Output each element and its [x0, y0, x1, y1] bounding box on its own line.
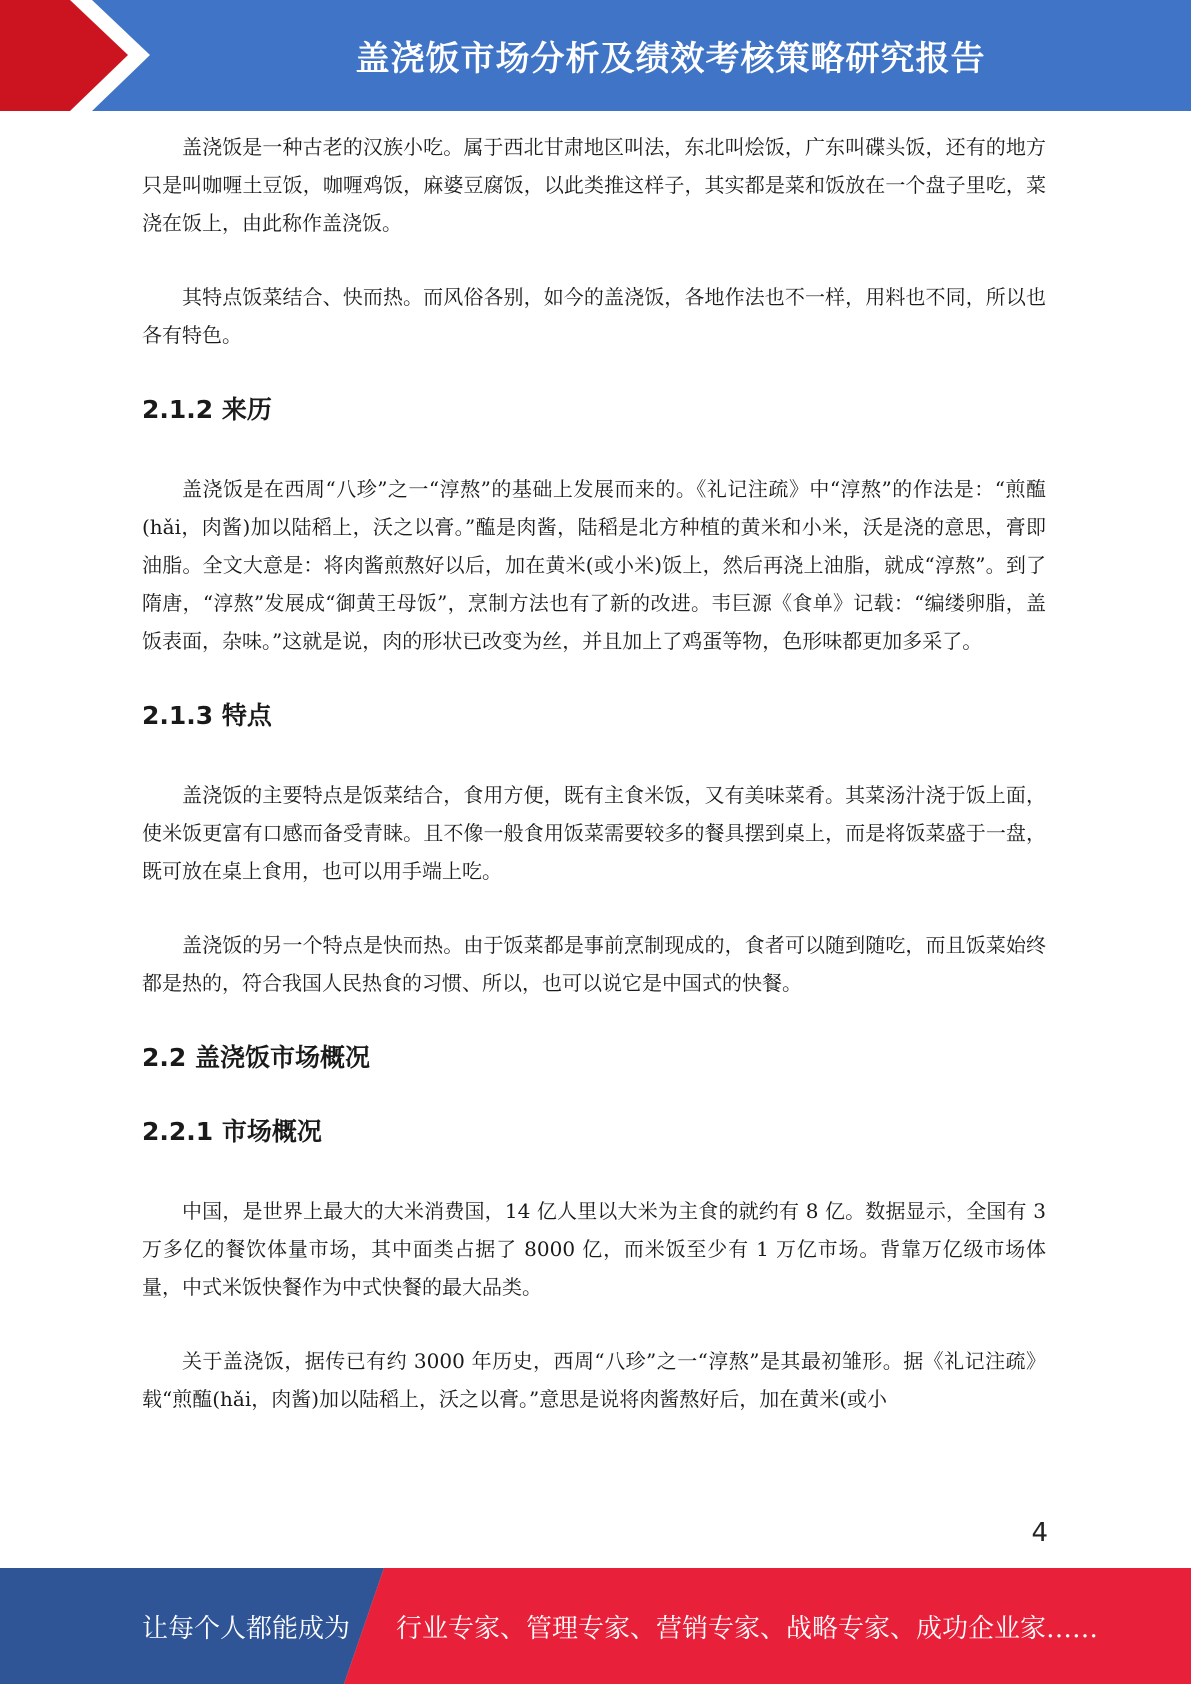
footer-slogan-left: 让每个人都能成为	[142, 1613, 351, 1644]
paragraph: 中国，是世界上最大的大米消费国，14 亿人里以大米为主食的就约有 8 亿。数据显示，全国有 3 万多亿的餐饮体量市场，其中面类占据了 8000 亿，而米饭至少有 1 万亿市场。背靠万亿级市场体量，中式米饭快餐作为中式快餐的最大品类。	[142, 1199, 1046, 1299]
page-footer	[0, 1568, 1191, 1684]
paragraph: 其特点饭菜结合、快而热。而风俗各别，如今的盖浇饭，各地作法也不一样，用料也不同，所以也各有特色。	[142, 285, 1046, 347]
footer-slogan-right: 行业专家、管理专家、营销专家、战略专家、成功企业家……	[396, 1613, 1099, 1644]
section-heading-2-1-3: 2.1.3 特点	[142, 701, 272, 730]
paragraph: 盖浇饭的另一个特点是快而热。由于饭菜都是事前烹制现成的，食者可以随到随吃，而且饭菜始终都是热的，符合我国人民热食的习惯、所以，也可以说它是中国式的快餐。	[142, 933, 1046, 995]
section-heading-2-2-1: 2.2.1 市场概况	[142, 1117, 322, 1146]
section-heading-2-1-2: 2.1.2 来历	[142, 395, 272, 424]
paragraph: 盖浇饭的主要特点是饭菜结合，食用方便，既有主食米饭，又有美味菜肴。其菜汤汁浇于饭上面，使米饭更富有口感而备受青睐。且不像一般食用饭菜需要较多的餐具摆到桌上，而是将饭菜盛于一盘，既可放在桌上食用，也可以用手端上吃。	[142, 783, 1046, 883]
page-header	[0, 0, 1191, 111]
header-title: 盖浇饭市场分析及绩效考核策略研究报告	[355, 39, 986, 79]
section-heading-2-2: 2.2 盖浇饭市场概况	[142, 1043, 370, 1072]
document-body	[142, 128, 1046, 1418]
paragraph: 盖浇饭是在西周“八珍”之一“淳熬”的基础上发展而来的。《礼记注疏》中“淳熬”的作法是：“煎醢(hǎi，肉酱)加以陆稻上，沃之以膏。”醢是肉酱，陆稻是北方种植的黄米和小米，沃是浇的意思，膏即油脂。全文大意是：将肉酱煎熬好以后，加在黄米(或小米)饭上，然后再浇上油脂，就成“淳熬”。到了隋唐，“淳熬”发展成“御黄王母饭”，烹制方法也有了新的改进。韦巨源《食单》记载：“编缕卵脂，盖饭表面，杂味。”这就是说，肉的形状已改变为丝，并且加上了鸡蛋等物，色形味都更加多采了。	[142, 477, 1046, 653]
page-number: 4	[1031, 1518, 1048, 1548]
paragraph: 盖浇饭是一种古老的汉族小吃。属于西北甘肃地区叫法，东北叫烩饭，广东叫碟头饭，还有的地方只是叫咖喱土豆饭，咖喱鸡饭，麻婆豆腐饭，以此类推这样子，其实都是菜和饭放在一个盘子里吃，菜浇在饭上，由此称作盖浇饭。	[142, 135, 1046, 235]
header-arrow-decoration	[0, 0, 160, 111]
paragraph: 关于盖浇饭，据传已有约 3000 年历史，西周“八珍”之一“淳熬”是其最初雏形。据《礼记注疏》载“煎醢(hǎi，肉酱)加以陆稻上，沃之以膏。”意思是说将肉酱熬好后，加在黄米(或小	[142, 1349, 1046, 1411]
